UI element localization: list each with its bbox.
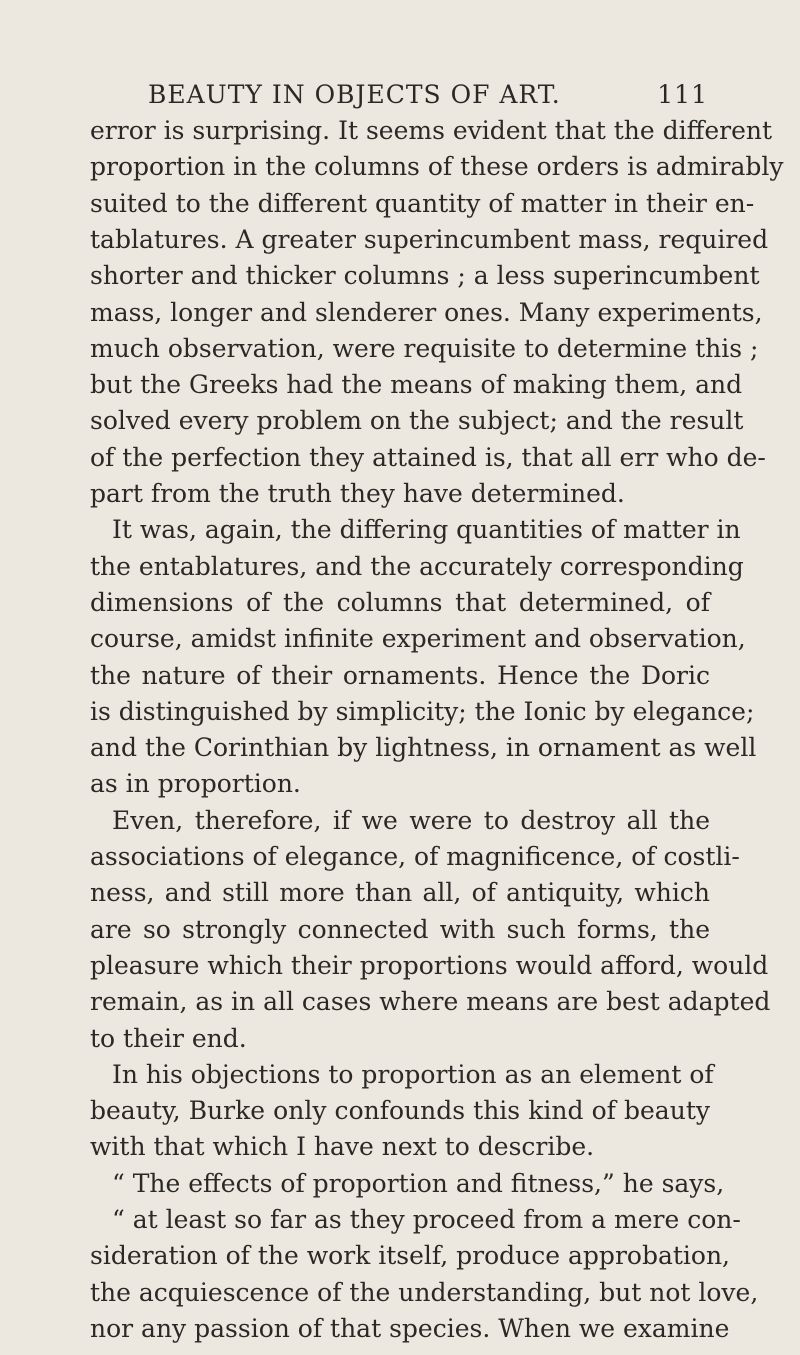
text-line: course, amidst infinite experiment and observation, (90, 624, 746, 654)
text-line: but the Greeks had the means of making them, and (90, 370, 743, 400)
text-line: mass, longer and slenderer ones. Many experiments, (90, 297, 763, 327)
text-line: “ The effects of proportion and fitness,” he says, (112, 1168, 725, 1198)
running-title: BEAUTY IN OBJECTS OF ART. (148, 80, 561, 109)
text-line: solved every problem on the subject; and the result (90, 406, 744, 436)
text-line: part from the truth they have determined. (90, 479, 625, 508)
text-line: tablatures. A greater superincumbent mass, required (90, 224, 769, 254)
text-line: beauty, Burke only confounds this kind of beauty (90, 1096, 710, 1126)
text-line: pleasure which their proportions would afford, would (90, 950, 769, 980)
running-head (148, 80, 708, 110)
text-line: to their end. (90, 1023, 247, 1053)
text-line: the acquiescence of the understanding, but not love, (90, 1277, 759, 1307)
text-line: is distinguished by simplicity; the Ionic by elegance; (90, 696, 755, 726)
text-line: error is surprising. It seems evident that the different (90, 116, 773, 145)
text-line: dimensions of the columns that determined, of (90, 587, 710, 617)
text-line: “ at least so far as they proceed from a mere con- (112, 1205, 741, 1234)
text-line: with that which I have next to describe. (90, 1132, 595, 1162)
text-line: It was, again, the differing quantities of matter in (112, 515, 741, 545)
text-line: much observation, were requisite to determine this ; (90, 333, 759, 363)
text-line: Even, therefore, if we were to destroy all the (112, 805, 710, 835)
text-line: the nature of their ornaments. Hence the Doric (90, 660, 710, 690)
text-line: remain, as in all cases where means are best adapted (90, 987, 771, 1017)
text-line: the entablatures, and the accurately corresponding (90, 551, 744, 581)
text-line: of the perfection they attained is, that all err who de- (90, 442, 766, 472)
text-line: ness, and still more than all, of antiquity, which (90, 878, 710, 908)
text-line: are so strongly connected with such forms, the (90, 914, 710, 944)
text-line: proportion in the columns of these orders is admirably (90, 152, 784, 182)
text-line: as in proportion. (90, 769, 301, 799)
text-line: suited to the different quantity of matter in their en- (90, 188, 755, 218)
page-number: 111 (657, 80, 708, 109)
text-line: associations of elegance, of magnificence, of costli- (90, 842, 740, 871)
text-line: shorter and thicker columns ; a less superincumbent (90, 261, 760, 291)
text-line: In his objections to proportion as an element of (112, 1059, 714, 1089)
text-line: nor any passion of that species. When we examine (90, 1313, 730, 1343)
text-line: sideration of the work itself, produce approbation, (90, 1241, 730, 1271)
text-line: and the Corinthian by lightness, in ornament as well (90, 733, 757, 763)
